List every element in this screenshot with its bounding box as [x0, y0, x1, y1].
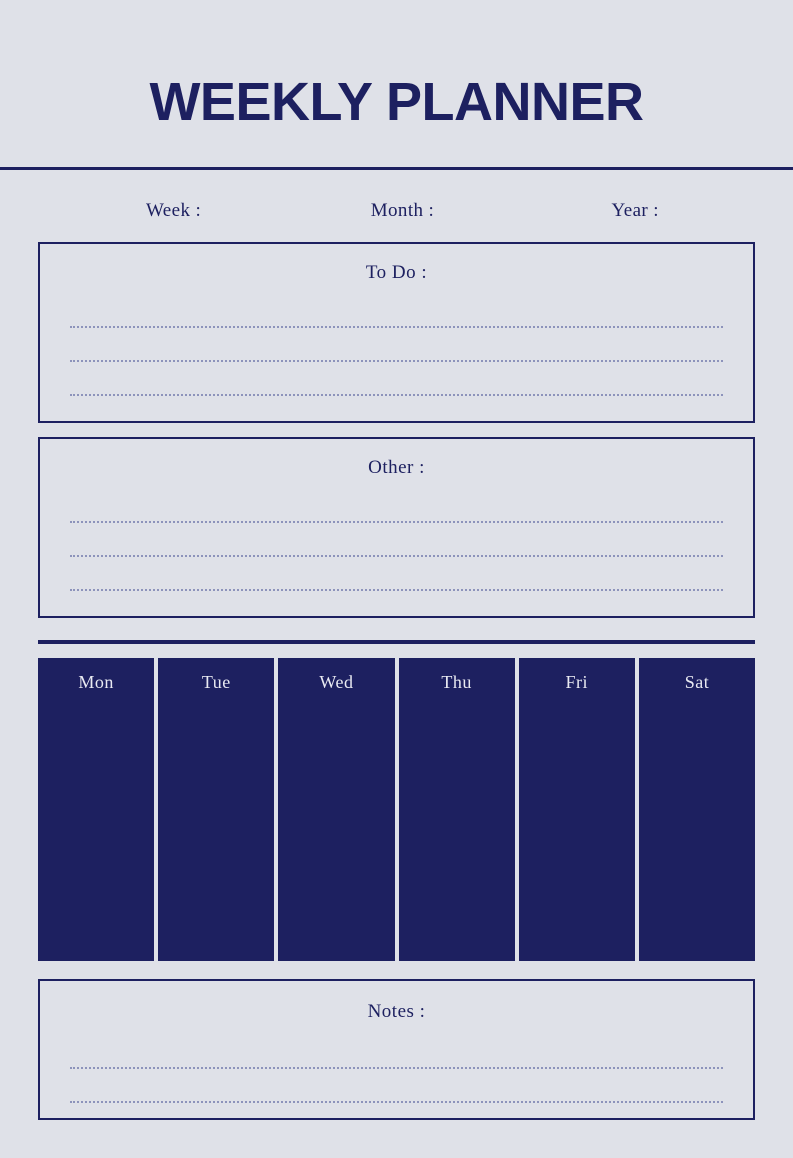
todo-line[interactable]: [70, 368, 723, 396]
week-field[interactable]: Week :: [146, 200, 202, 222]
notes-line[interactable]: [70, 1041, 723, 1069]
days-grid: [38, 658, 755, 961]
day-label: Fri: [565, 672, 589, 693]
todo-line[interactable]: [70, 334, 723, 362]
day-column-thu[interactable]: [399, 658, 515, 961]
day-label: Thu: [441, 672, 472, 693]
other-title: Other :: [368, 457, 425, 479]
other-line[interactable]: [70, 495, 723, 523]
day-column-tue[interactable]: [158, 658, 274, 961]
weekly-planner-page: [0, 36, 793, 1158]
notes-title: Notes :: [367, 1001, 426, 1023]
day-label: Tue: [201, 672, 231, 693]
year-field[interactable]: Year :: [611, 200, 659, 222]
todo-line[interactable]: [70, 300, 723, 328]
other-line[interactable]: [70, 563, 723, 591]
month-field[interactable]: Month :: [370, 200, 435, 222]
other-line[interactable]: [70, 529, 723, 557]
meta-row: [0, 200, 793, 222]
todo-section: [38, 242, 755, 423]
day-column-mon[interactable]: [38, 658, 154, 961]
other-lines: [40, 479, 753, 609]
day-column-wed[interactable]: [278, 658, 394, 961]
day-label: Wed: [319, 672, 354, 693]
day-column-fri[interactable]: [519, 658, 635, 961]
day-column-sat[interactable]: [639, 658, 755, 961]
section-divider: [38, 640, 755, 644]
page-title: WEEKLY PLANNER: [149, 72, 644, 133]
other-section: [38, 437, 755, 618]
notes-section: [38, 979, 755, 1120]
todo-lines: [40, 284, 753, 414]
day-label: Mon: [78, 672, 114, 693]
todo-title: To Do :: [365, 262, 428, 284]
title-divider: [0, 167, 793, 170]
notes-line[interactable]: [70, 1075, 723, 1103]
notes-lines: [40, 1023, 753, 1121]
day-label: Sat: [684, 672, 710, 693]
